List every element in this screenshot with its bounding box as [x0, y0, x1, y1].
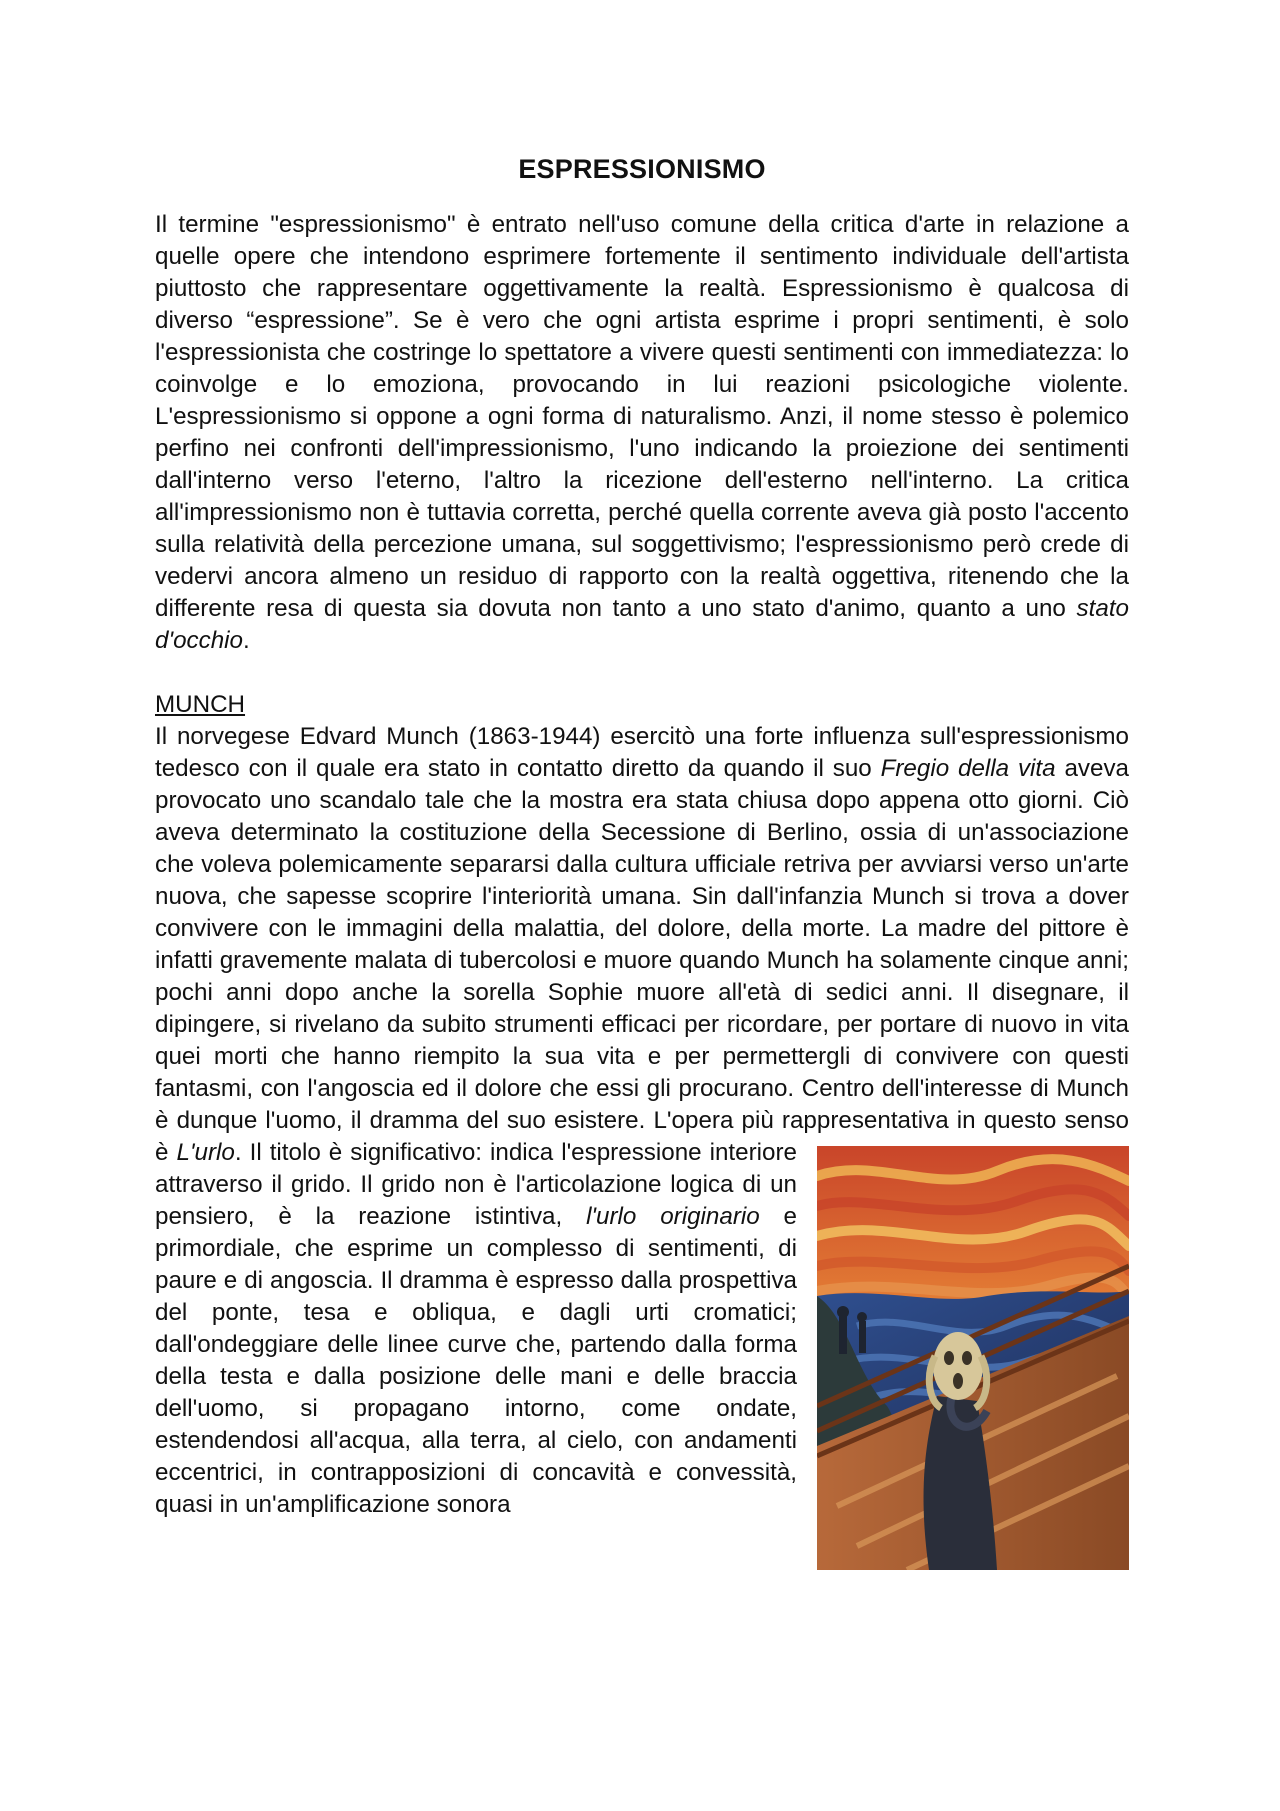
scream-painting-image: [817, 1146, 1129, 1570]
document-page: [155, 150, 1129, 1576]
page-title: ESPRESSIONISMO: [518, 154, 766, 184]
munch-text-4: e primordiale, che esprime un complesso di sentimenti, di paure e di angoscia. Il dramma è espresso dalla prospettiva del ponte, tesa e obliqua, e dagli urti cromatici; dall'ondeggiare delle linee curve che, partendo dalla forma della testa e dalla posizione delle mani e delle braccia dell'uomo, si propagano intorno, come ondate, estendendosi all'acqua, alla terra, al cielo, con andamenti eccentrici, in contrapposizioni di concavità e convessità, quasi in un'amplificazione sonora: [155, 1203, 797, 1518]
section-heading-munch: MUNCH: [155, 691, 246, 718]
intro-italic: stato d'occhio: [155, 595, 1129, 654]
munch-italic-urlo-originario: l'urlo originario: [586, 1203, 760, 1230]
intro-paragraph: [155, 209, 1129, 657]
scream-painting-svg: [817, 1146, 1129, 1570]
munch-text-3: . Il titolo è significativo: indica l'espressione interiore attraverso il grido. Il grido non è l'articolazione logica di un pensiero, è la reazione istintiva,: [155, 1139, 797, 1230]
munch-text-1: Il norvegese Edvard Munch (1863-1944) esercitò una forte influenza sull'espressionismo tedesco con il quale era stato in contatto diretto da quando il suo: [155, 723, 1129, 782]
paragraph-spacer: [155, 657, 1129, 689]
munch-text-2: aveva provocato uno scandalo tale che la mostra era stata chiusa dopo appena otto giorni. Ciò aveva determinato la costituzione della Secessione di Berlino, ossia di un'associazione che voleva polemicamente separarsi dalla cultura ufficiale retriva per avviarsi verso un'arte nuova, che sapesse scoprire l'interiorità umana. Sin dall'infanzia Munch si trova a dover convivere con le immagini della malattia, del dolore, della morte. La madre del pittore è infatti gravemente malata di tubercolosi e muore quando Munch ha solamente cinque anni; pochi anni dopo anche la sorella Sophie muore all'età di sedici anni. Il disegnare, il dipingere, si rivelano da subito strumenti efficaci per ricordare, per portare di nuovo in vita quei morti che hanno riempito la sua vita e per permettergli di convivere con questi fantasmi, con l'angoscia ed il dolore che essi gli procurano. Centro dell'interesse di Munch è dunque l'uomo, il dramma del suo esistere. L'opera più rappresentativa in questo senso è: [155, 755, 1130, 1166]
intro-text: Il termine "espressionismo" è entrato nell'uso comune della critica d'arte in relazione a quelle opere che intendono esprimere fortemente il sentimento individuale dell'artista piuttosto che rappresentare oggettivamente la realtà. Espressionismo è qualcosa di diverso “espressione”. Se è vero che ogni artista esprime i propri sentimenti, è solo l'espressionista che costringe lo spettatore a vivere questi sentimenti con immediatezza: lo coinvolge e lo emoziona, provocando in lui reazioni psicologiche violente. L'espressionismo si oppone a ogni forma di naturalismo. Anzi, il nome stesso è polemico perfino nei confronti dell'impressionismo, l'uno indicando la proiezione dei sentimenti dall'interno verso l'eterno, l'altro la ricezione dell'esterno nell'interno. La critica all'impressionismo non è tuttavia corretta, perché quella corrente aveva già posto l'accento sulla relatività della percezione umana, sul soggettivismo; l'espressionismo però crede di vedervi ancora almeno un residuo di rapporto con la realtà oggettiva, ritenendo che la differente resa di questa sia dovuta non tanto a uno stato d'animo, quanto a uno: [155, 211, 1129, 622]
munch-italic-fregio: Fregio della vita: [880, 755, 1056, 782]
munch-paragraph: [155, 721, 1129, 1521]
urlo-italic: L'urlo: [176, 1139, 235, 1166]
intro-end: .: [243, 627, 250, 654]
munch-italic-urlo: [176, 1139, 234, 1166]
